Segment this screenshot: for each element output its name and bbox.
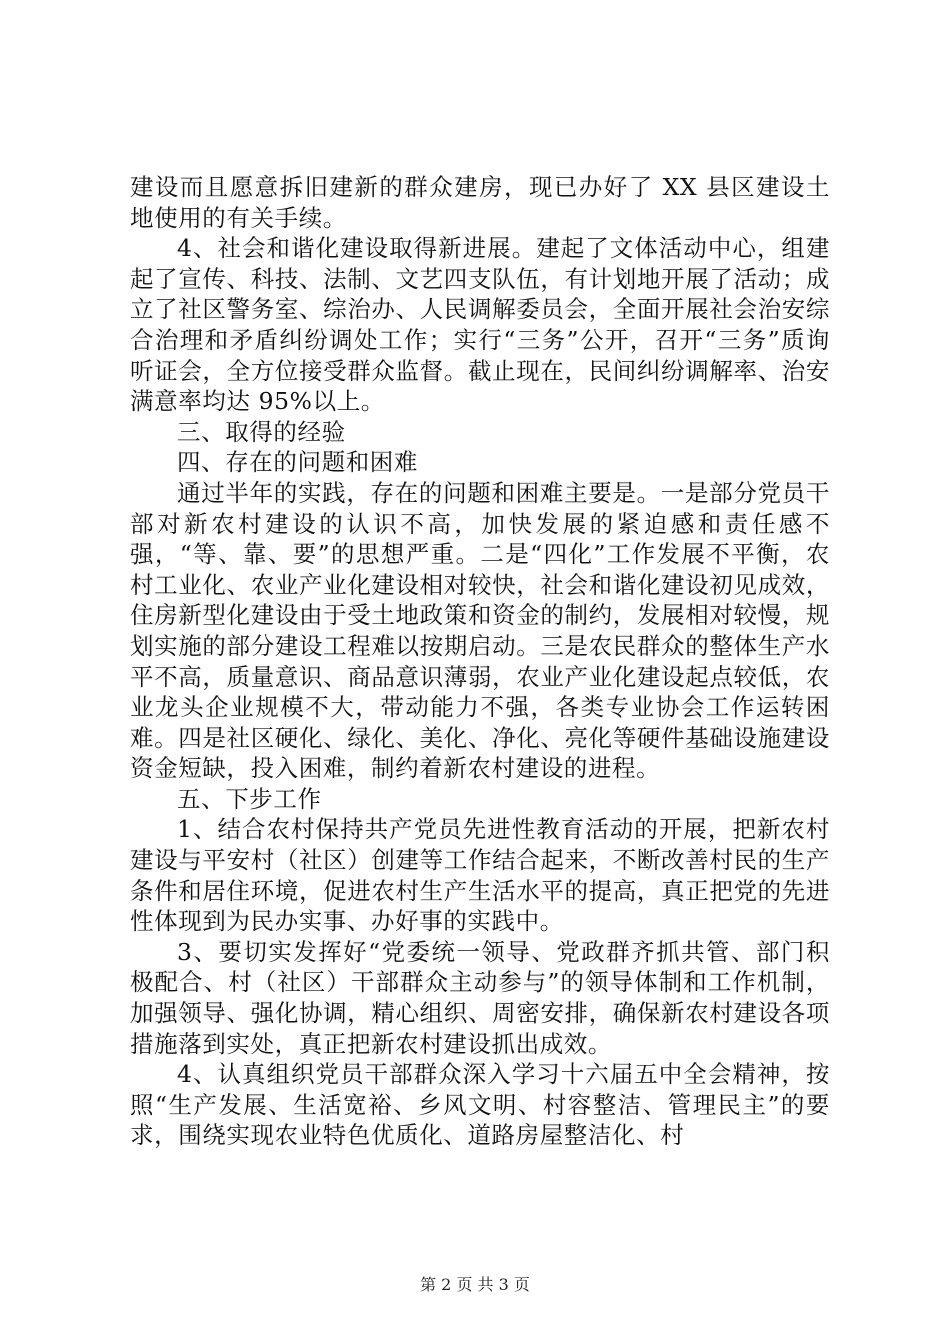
section-heading-6: 五、下步工作: [177, 784, 322, 813]
paragraph-7: 1、结合农村保持共产党员先进性教育活动的开展，把新农村建设与平安村（社区）创建等工作结合起来，不断改善村民的生产条件和居住环境，促进农村生产生活水平的提高，真正把党的先进性体现到为民办实事、办好事的实践中。: [130, 815, 830, 936]
paragraph-2: 4、社会和谐化建设取得新进展。建起了文体活动中心，组建起了宣传、科技、法制、文艺四支队伍，有计划地开展了活动；成立了社区警务室、综治办、人民调解委员会，全面开展社会治安综合治理和矛盾纠纷调处工作；实行“三务”公开，召开“三务”质询听证会，全方位接受群众监督。截止现在，民间纠纷调解率、治安满意率均达 95%以上。: [130, 234, 830, 416]
section-heading-3: 三、取得的经验: [177, 417, 346, 446]
document-body: [130, 172, 830, 1151]
paragraph-5: 通过半年的实践，存在的问题和困难主要是。一是部分党员干部对新农村建设的认识不高，加快发展的紧迫感和责任感不强，“等、靠、要”的思想严重。二是“四化”工作发展不平衡，农村工业化、农业产业化建设相对较快，社会和谐化建设初见成效，住房新型化建设由于受土地政策和资金的制约，发展相对较慢，规划实施的部分建设工程难以按期启动。三是农民群众的整体生产水平不高，质量意识、商品意识薄弱，农业产业化建设起点较低，农业龙头企业规模不大，带动能力不强，各类专业协会工作运转困难。四是社区硬化、绿化、美化、净化、亮化等硬件基础设施建设资金短缺，投入困难，制约着新农村建设的进程。: [130, 478, 830, 783]
paragraph-8: 3、要切实发挥好“党委统一领导、党政群齐抓共管、部门积极配合、村（社区）干部群众主动参与”的领导体制和工作机制，加强领导、强化协调，精心组织、周密安排，确保新农村建设各项措施落到实处，真正把新农村建设抓出成效。: [130, 937, 830, 1058]
paragraph-9: 4、认真组织党员干部群众深入学习十六届五中全会精神，按照“生产发展、生活宽裕、乡风文明、村容整洁、管理民主”的要求，围绕实现农业特色优质化、道路房屋整洁化、村: [130, 1060, 830, 1150]
paragraph-1: 建设而且愿意拆旧建新的群众建房，现已办好了 XX 县区建设土地使用的有关手续。: [130, 173, 830, 232]
section-heading-4: 四、存在的问题和困难: [177, 448, 418, 477]
page-number-footer: 第 2 页 共 3 页: [420, 1275, 530, 1294]
